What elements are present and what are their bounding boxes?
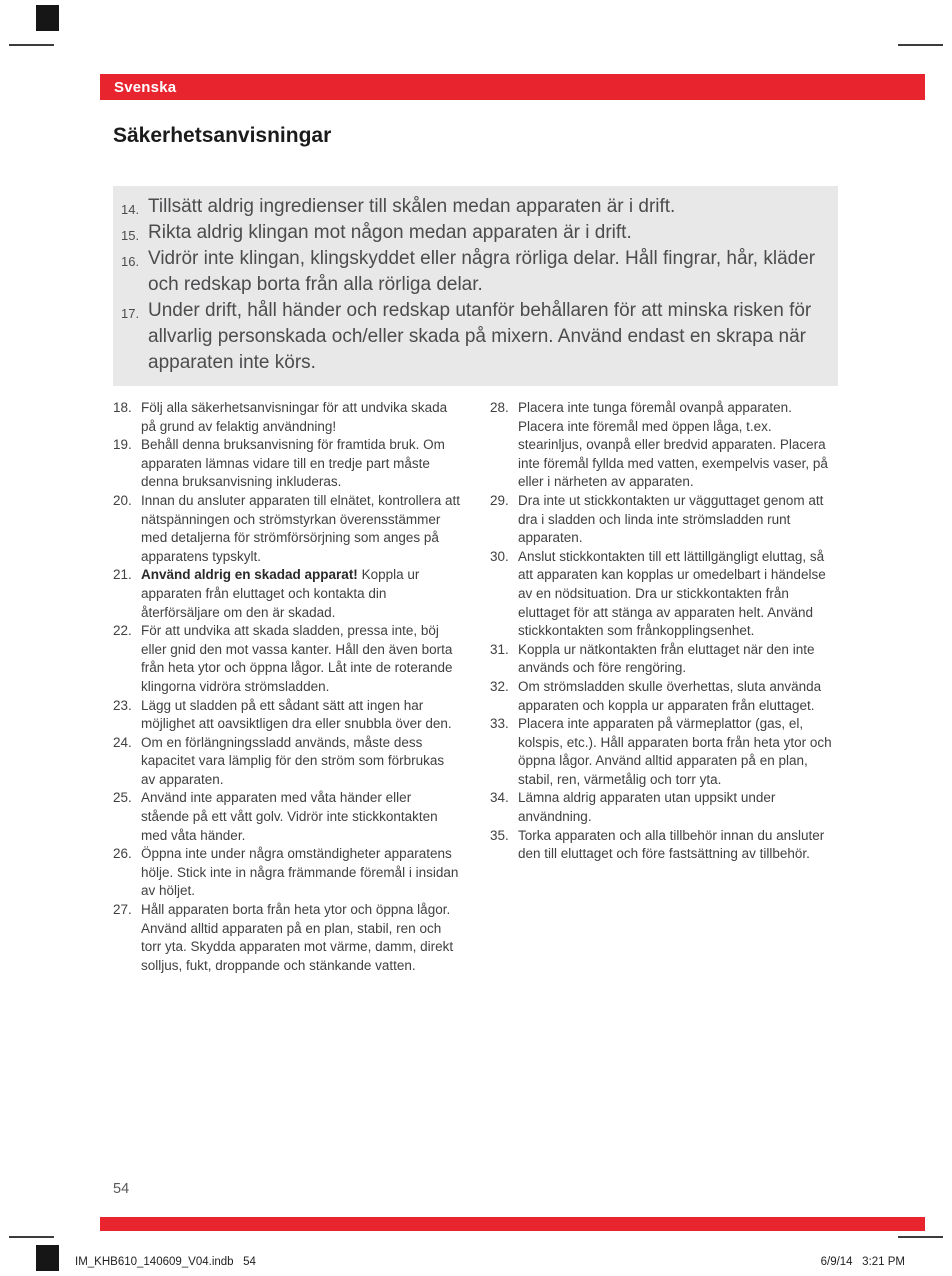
item-text: Anslut stickkontakten till ett lättillgängligt eluttag, så att apparaten kan kopplas ur omedelbart i händelse av en nödsituation. Dra ur stickkontakten från eluttaget för att stänga av apparaten helt. Använd stickkontakten som frånkopplingsenhet.	[518, 548, 826, 639]
item-text: Tillsätt aldrig ingredienser till skålen medan apparaten är i drift.	[148, 196, 676, 217]
safety-list-item	[121, 220, 828, 246]
item-number: 35.	[490, 827, 509, 843]
safety-list-columns	[113, 399, 840, 975]
item-text: Koppla ur nätkontakten från eluttaget när den inte används och före rengöring.	[518, 641, 815, 676]
safety-list-item	[490, 641, 839, 678]
item-text: Om strömsladden skulle överhettas, sluta använda apparaten och koppla ur apparaten från eluttaget.	[518, 678, 822, 713]
crop-mark-bottom-left	[9, 1236, 54, 1238]
highlighted-safety-block	[113, 186, 838, 386]
safety-list-item	[113, 697, 462, 734]
safety-list-item	[490, 678, 839, 715]
item-number: 32.	[490, 678, 509, 694]
right-column	[490, 399, 839, 975]
safety-list-item	[121, 298, 828, 376]
item-text: Lämna aldrig apparaten utan uppsikt under användning.	[518, 790, 776, 825]
item-number: 29.	[490, 492, 509, 508]
safety-list-item	[490, 399, 839, 492]
page-number: 54	[113, 1181, 130, 1197]
safety-list-item	[490, 827, 839, 864]
safety-list-item	[113, 566, 462, 622]
item-text: Dra inte ut stickkontakten ur vägguttaget genom att dra i sladden och linda inte strömsladden runt apparaten.	[518, 492, 824, 546]
print-slug-line	[75, 1256, 905, 1268]
language-header-bar	[100, 74, 925, 100]
item-number: 27.	[113, 902, 132, 918]
left-column	[113, 399, 462, 975]
item-number: 25.	[113, 790, 132, 806]
safety-list-item	[113, 436, 462, 492]
item-number: 22.	[113, 623, 132, 639]
item-text: Följ alla säkerhetsanvisningar för att undvika skada på grund av felaktig användning!	[141, 400, 448, 434]
item-text: Håll apparaten borta från heta ytor och öppna lågor. Använd alltid apparaten på en plan, stabil, ren och torr yta. Skydda apparaten mot värme, damm, direkt solljus, fukt, droppande och stänkande vatten.	[141, 902, 454, 973]
item-number: 17.	[121, 306, 140, 321]
safety-list-item	[113, 901, 462, 975]
footer-timestamp: 6/9/14 3:21 PM	[820, 1256, 905, 1268]
item-number: 34.	[490, 790, 509, 806]
item-text: Om en förlängningssladd används, måste dess kapacitet vara lämplig för den ström som förbrukas av apparaten.	[141, 734, 445, 787]
item-text: Innan du ansluter apparaten till elnätet, kontrollera att nätspänningen och strömstyrkan överensstämmer med detaljerna för strömförsörjning som anges på apparatens typskylt.	[141, 492, 460, 564]
item-text: Behåll denna bruksanvisning för framtida bruk. Om apparaten lämnas vidare till en tredje part måste denna bruksanvisning inkluderas.	[141, 437, 445, 490]
item-number: 19.	[113, 437, 132, 453]
item-number: 14.	[121, 202, 140, 217]
item-text: Rikta aldrig klingan mot någon medan apparaten är i drift.	[148, 222, 632, 243]
item-number: 21.	[113, 567, 132, 583]
safety-list-item	[121, 194, 828, 220]
registration-mark-bottom	[36, 1245, 59, 1271]
safety-list-item	[113, 399, 462, 436]
safety-list-item	[490, 548, 839, 641]
registration-mark-top	[36, 5, 59, 31]
item-number: 26.	[113, 846, 132, 862]
safety-list-item	[113, 789, 462, 845]
crop-mark-top-right	[898, 44, 943, 46]
item-number: 18.	[113, 400, 132, 415]
item-number: 15.	[121, 228, 140, 243]
safety-list-item	[121, 246, 828, 298]
item-number: 16.	[121, 254, 140, 269]
item-number: 28.	[490, 400, 509, 415]
item-number: 24.	[113, 734, 132, 750]
item-text: Använd aldrig en skadad apparat! Koppla ur apparaten från eluttaget och kontakta din återförsäljare om den är skadad.	[141, 567, 420, 620]
safety-list-item	[490, 492, 839, 548]
language-label: Svenska	[114, 78, 177, 96]
page-title: Säkerhetsanvisningar	[113, 124, 332, 147]
item-bold-lead: Använd aldrig en skadad apparat!	[141, 567, 362, 583]
item-text: Lägg ut sladden på ett sådant sätt att ingen har möjlighet att oavsiktligen dra eller snubbla över den.	[141, 697, 452, 732]
item-text: Placera inte tunga föremål ovanpå apparaten. Placera inte föremål med öppen låga, t.ex. stearinljus, ovanpå eller bredvid apparaten. Placera inte föremål fyllda med vatten, exempelvis vaser, på eller i närheten av apparaten.	[518, 400, 828, 490]
item-number: 30.	[490, 548, 509, 564]
item-number: 31.	[490, 641, 509, 657]
safety-list-item	[113, 845, 462, 901]
safety-list-item	[113, 492, 462, 566]
item-text: För att undvika att skada sladden, pressa inte, böj eller gnid den mot vassa kanter. Håll den även borta från heta ytor och öppna lågor. Låt inte de roterande klingorna vidröra strömsladden.	[141, 623, 453, 694]
item-text: Vidrör inte klingan, klingskyddet eller några rörliga delar. Håll fingrar, hår, kläder och redskap borta från alla rörliga delar.	[148, 248, 816, 295]
safety-list-item	[113, 622, 462, 696]
safety-list-item	[113, 734, 462, 790]
item-text: Under drift, håll händer och redskap utanför behållaren för att minska risken för allvarlig personskada och/eller skada på mixern. Använd endast en skrapa när apparaten inte körs.	[148, 300, 812, 373]
footer-bar	[100, 1217, 925, 1231]
crop-mark-top-left	[9, 44, 54, 46]
item-text: Använd inte apparaten med våta händer eller stående på ett vått golv. Vidrör inte stickkontakten med våta händer.	[141, 790, 438, 843]
safety-list-item	[490, 715, 839, 789]
crop-mark-bottom-right	[898, 1236, 943, 1238]
safety-list-item	[490, 789, 839, 826]
footer-file-info: IM_KHB610_140609_V04.indb 54	[75, 1256, 256, 1268]
item-text: Öppna inte under några omständigheter apparatens hölje. Stick inte in några främmande föremål i insidan av höljet.	[141, 846, 459, 899]
item-number: 23.	[113, 697, 132, 713]
item-number: 33.	[490, 716, 509, 732]
item-text: Placera inte apparaten på värmeplattor (gas, el, kolspis, etc.). Håll apparaten borta från heta ytor och öppna lågor. Använd alltid apparaten på en plan, stabil, ren, värmetålig och torr yta.	[518, 716, 832, 787]
item-text: Torka apparaten och alla tillbehör innan du ansluter den till eluttaget och före fastsättning av tillbehör.	[518, 827, 825, 862]
item-number: 20.	[113, 492, 132, 508]
